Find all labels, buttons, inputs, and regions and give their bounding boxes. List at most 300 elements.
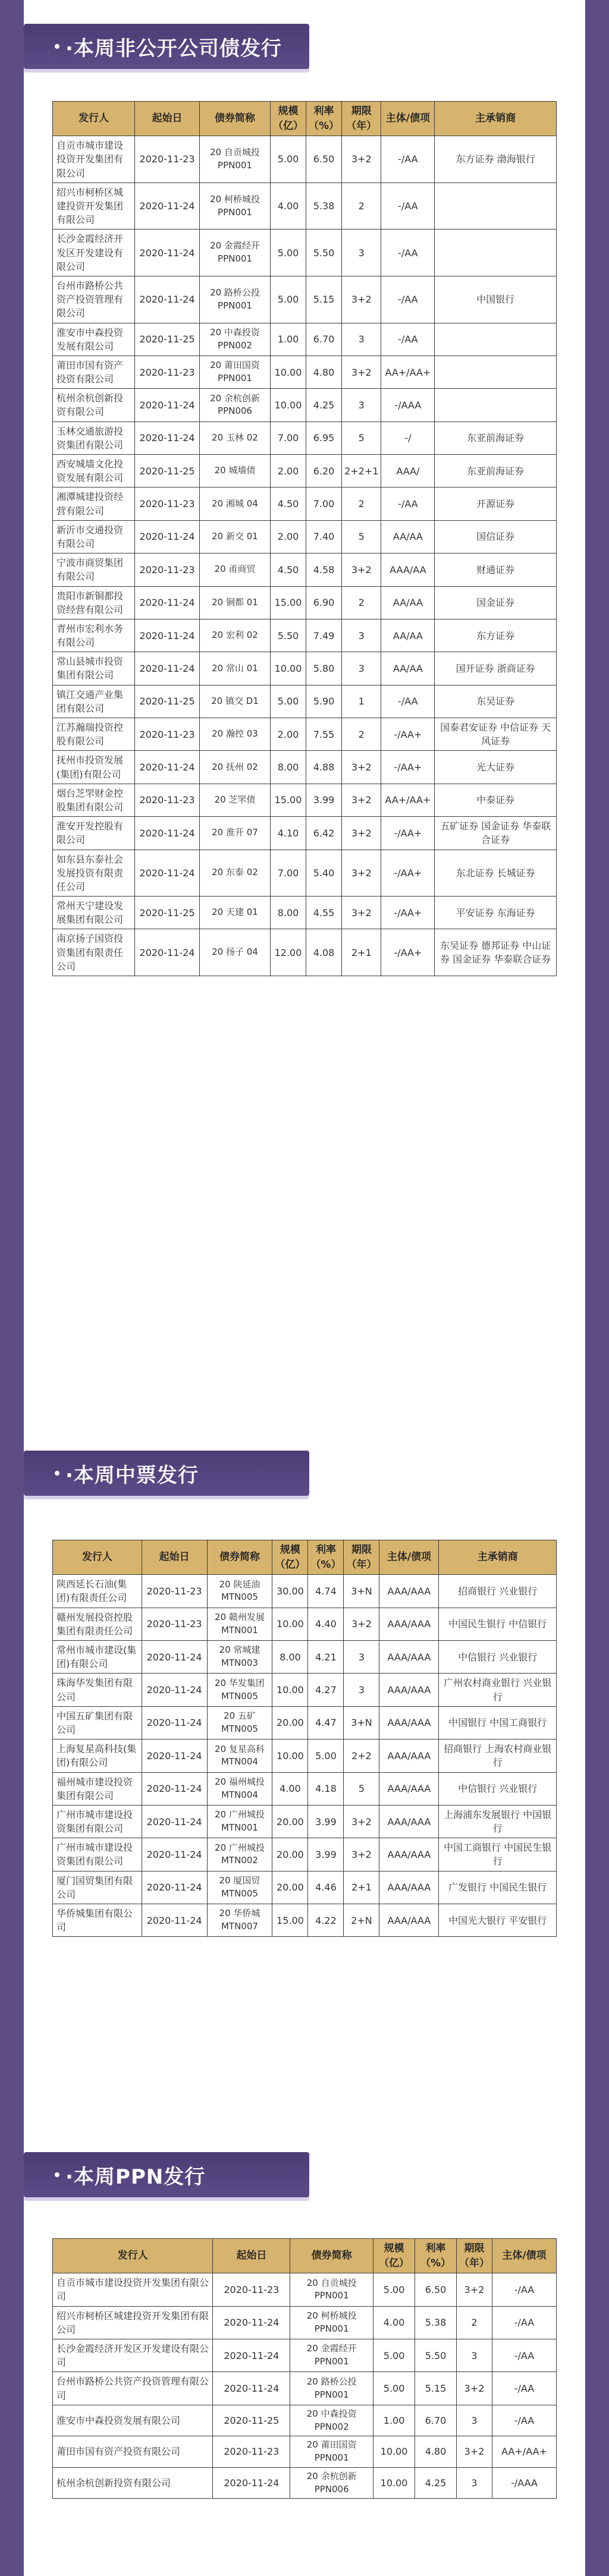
table-cell: 2020-11-23 xyxy=(135,356,200,388)
table-cell: 中信银行 兴业银行 xyxy=(439,1641,557,1674)
table-cell: 长沙金霞经济开发区开发建设有限公司 xyxy=(53,2339,213,2372)
table-cell: 福州城市建设投资集团有限公司 xyxy=(53,1772,142,1805)
table-cell: 4.21 xyxy=(308,1641,344,1674)
table-cell: 20 华侨城 MTN007 xyxy=(207,1904,272,1937)
table-cell: 10.00 xyxy=(272,1674,308,1706)
table-cell: 常州天宁建设发展集团有限公司 xyxy=(53,897,135,929)
table-row xyxy=(53,2405,557,2436)
table-cell: 常山县城市投资集团有限公司 xyxy=(53,652,135,685)
table-cell: 西安城墙文化投资发展有限公司 xyxy=(53,455,135,487)
table-cell: 抚州市投资发展(集团)有限公司 xyxy=(53,751,135,784)
table-cell: 20 湘城 04 xyxy=(200,487,271,520)
table-cell: 10.00 xyxy=(272,1608,308,1640)
table-cell: 2 xyxy=(342,487,381,520)
table-cell: 镇江交通产业集团有限公司 xyxy=(53,685,135,718)
table-cell: 东北证券 长城证券 xyxy=(435,850,557,897)
table-cell: AAA/AAA xyxy=(379,1674,439,1706)
table-cell: AA/AA xyxy=(381,619,435,652)
table-cell: 4.25 xyxy=(415,2467,457,2499)
table-cell: 5.50 xyxy=(271,619,306,652)
table-row xyxy=(53,1706,557,1739)
table-cell: 7.55 xyxy=(306,718,342,751)
table-cell: 2020-11-24 xyxy=(142,1805,207,1838)
table-row xyxy=(53,1904,557,1937)
table-cell: 3+2 xyxy=(342,136,381,183)
table-cell: 12.00 xyxy=(271,929,306,976)
table-cell: -/AA xyxy=(492,2339,557,2372)
table-cell: 珠海华发集团有限公司 xyxy=(53,1674,142,1706)
table-cell: 3+2 xyxy=(457,2436,492,2468)
table-cell: 国金证券 xyxy=(435,586,557,619)
table-cell: 2020-11-24 xyxy=(213,2339,290,2372)
table-cell: -/AA xyxy=(381,183,435,229)
table-cell: 20.00 xyxy=(272,1805,308,1838)
table-cell: 3+N xyxy=(344,1706,379,1739)
table-cell: -/AA+ xyxy=(381,817,435,850)
table-cell: 2+2 xyxy=(344,1740,379,1772)
table-cell: 2020-11-23 xyxy=(135,136,200,183)
table-cell: 厦门国贸集团有限公司 xyxy=(53,1871,142,1904)
table-cell: 东吴证券 德邦证券 中山证券 国金证券 华泰联合证券 xyxy=(435,929,557,976)
table-cell: -/AAA xyxy=(492,2467,557,2499)
table-cell: 上海复星高科技(集团)有限公司 xyxy=(53,1740,142,1772)
table-cell: 2020-11-24 xyxy=(135,520,200,553)
column-header: 主体/债项 xyxy=(381,102,435,136)
table-cell: 3+2 xyxy=(342,553,381,586)
table-cell: 2 xyxy=(457,2306,492,2339)
table-cell: 4.27 xyxy=(308,1674,344,1706)
column-header: 主承销商 xyxy=(435,102,557,136)
table-cell: 江苏瀚瑞投资控股有限公司 xyxy=(53,718,135,751)
table-row xyxy=(53,2273,557,2306)
table-cell: 中国工商银行 中国民生银行 xyxy=(439,1838,557,1871)
table-cell: 长沙金霞经济开发区开发建设有限公司 xyxy=(53,229,135,276)
table-cell: 4.10 xyxy=(271,817,306,850)
table-cell: 15.00 xyxy=(271,586,306,619)
table-cell: AAA/AAA xyxy=(379,1772,439,1805)
table-row xyxy=(53,2339,557,2372)
table-row xyxy=(53,136,557,183)
table-cell: 2020-11-24 xyxy=(142,1706,207,1739)
column-header: 主体/债项 xyxy=(379,1540,439,1575)
table-cell: 6.70 xyxy=(415,2405,457,2436)
section-title-bar xyxy=(24,24,309,69)
table-cell: 3 xyxy=(457,2339,492,2372)
table-cell: 3+N xyxy=(344,1575,379,1608)
table-cell: 国泰君安证券 中信证券 天风证券 xyxy=(435,718,557,751)
table-row xyxy=(53,1674,557,1706)
table-cell: 广州市城市建设投资集团有限公司 xyxy=(53,1805,142,1838)
table-cell: 东亚前海证券 xyxy=(435,422,557,454)
column-header: 债券简称 xyxy=(207,1540,272,1575)
table-cell: 3 xyxy=(342,389,381,422)
table-cell: -/AA+ xyxy=(381,929,435,976)
column-header: 主承销商 xyxy=(439,1540,557,1575)
table-cell: -/ xyxy=(381,422,435,454)
table-cell: 4.46 xyxy=(308,1871,344,1904)
table-cell: 3+2 xyxy=(342,897,381,929)
table-row xyxy=(53,276,557,323)
table-cell: 4.88 xyxy=(306,751,342,784)
table-cell: 20 福州城投 MTN004 xyxy=(207,1772,272,1805)
table-cell: AA/AA xyxy=(381,520,435,553)
table-cell: 20 瀚控 03 xyxy=(200,718,271,751)
table-cell: 2020-11-24 xyxy=(135,276,200,323)
table-cell: 烟台芝罘财金控股集团有限公司 xyxy=(53,784,135,816)
bullet-dot-icon xyxy=(55,2172,59,2177)
table-cell: 3 xyxy=(342,323,381,356)
table-cell: 莆田市国有资产投资有限公司 xyxy=(53,356,135,388)
table-cell: 湘潭城建投资经营有限公司 xyxy=(53,487,135,520)
table-cell: 平安证券 东海证券 xyxy=(435,897,557,929)
table-row xyxy=(53,2436,557,2468)
table-cell: 2020-11-23 xyxy=(142,1575,207,1608)
table-row xyxy=(53,817,557,850)
section-title: ·本周PPN发行 xyxy=(65,2165,206,2189)
table-cell: 杭州余杭创新投资有限公司 xyxy=(53,2467,213,2499)
table-cell: 贵阳市新铜都投资经营有限公司 xyxy=(53,586,135,619)
table-row xyxy=(53,2306,557,2339)
table-cell: 15.00 xyxy=(271,784,306,816)
table-cell: 4.50 xyxy=(271,487,306,520)
table-cell: 2020-11-23 xyxy=(135,718,200,751)
table-row xyxy=(53,1575,557,1608)
table-cell: AA/AA xyxy=(381,652,435,685)
table-row xyxy=(53,619,557,652)
table-row xyxy=(53,1871,557,1904)
table-cell: 1 xyxy=(342,685,381,718)
table-row xyxy=(53,2372,557,2405)
table-cell: 8.00 xyxy=(271,751,306,784)
column-header: 期限（年） xyxy=(344,1540,379,1575)
table-cell: 淮安市中森投资发展有限公司 xyxy=(53,2405,213,2436)
table-cell xyxy=(435,183,557,229)
table-cell: 2020-11-24 xyxy=(135,422,200,454)
table-cell: 华侨城集团有限公司 xyxy=(53,1904,142,1937)
table-cell: 20 中森投资 PPN002 xyxy=(290,2405,373,2436)
table-cell: 2020-11-24 xyxy=(135,183,200,229)
table-cell: 淮安开发控股有限公司 xyxy=(53,817,135,850)
table-cell: 10.00 xyxy=(272,1740,308,1772)
table-cell: AAA/AAA xyxy=(379,1575,439,1608)
table-row xyxy=(53,897,557,929)
table-cell: 5 xyxy=(342,520,381,553)
table-cell: 20 路桥公投 PPN001 xyxy=(200,276,271,323)
table-cell: AAA/AAA xyxy=(379,1871,439,1904)
table-cell: 10.00 xyxy=(373,2436,415,2468)
table-cell: 4.00 xyxy=(272,1772,308,1805)
table-cell: -/AA+ xyxy=(381,718,435,751)
table-cell: 5.15 xyxy=(306,276,342,323)
table-cell: 20 自贡城投 PPN001 xyxy=(290,2273,373,2306)
table-cell: 7.40 xyxy=(306,520,342,553)
table-cell: 莆田市国有资产投资有限公司 xyxy=(53,2436,213,2468)
table-cell: 2020-11-24 xyxy=(135,850,200,897)
table-cell: 20 余杭创新 PPN006 xyxy=(200,389,271,422)
table-cell: 20 芝罘债 xyxy=(200,784,271,816)
table-cell: AAA/AA xyxy=(381,553,435,586)
table-cell: 2 xyxy=(342,586,381,619)
table-row xyxy=(53,356,557,388)
column-header: 期限（年） xyxy=(457,2239,492,2273)
table-cell: -/AA+ xyxy=(381,897,435,929)
table-cell: 1.00 xyxy=(373,2405,415,2436)
mtn-table xyxy=(52,1540,557,1937)
table-cell: 4.47 xyxy=(308,1706,344,1739)
column-header: 起始日 xyxy=(135,102,200,136)
table-cell: 4.50 xyxy=(271,553,306,586)
table-cell: -/AA xyxy=(381,487,435,520)
table-cell: 5.38 xyxy=(415,2306,457,2339)
table-cell: 3+2 xyxy=(342,784,381,816)
table-cell: 20 常山 01 xyxy=(200,652,271,685)
section-ppn xyxy=(24,2152,585,2197)
table-cell: AA+/AA+ xyxy=(381,356,435,388)
table-cell: 20 金霞经开 PPN001 xyxy=(200,229,271,276)
table-row xyxy=(53,229,557,276)
table-cell: 自贡市城市建设投资开发集团有限公司 xyxy=(53,136,135,183)
table-cell: 4.22 xyxy=(308,1904,344,1937)
table-cell: 5.00 xyxy=(308,1740,344,1772)
table-cell: 广发银行 中国民生银行 xyxy=(439,1871,557,1904)
table-row xyxy=(53,929,557,976)
table-cell: 2020-11-23 xyxy=(135,553,200,586)
table-cell xyxy=(435,389,557,422)
table-cell: 财通证券 xyxy=(435,553,557,586)
table-cell: 上海浦东发展银行 中国银行 xyxy=(439,1805,557,1838)
table-row xyxy=(53,389,557,422)
table-cell: 6.50 xyxy=(306,136,342,183)
table-cell: 2020-11-24 xyxy=(135,389,200,422)
table-cell: 10.00 xyxy=(271,652,306,685)
table-header-row xyxy=(53,102,557,136)
table-cell: 7.00 xyxy=(306,487,342,520)
table-cell: 20 城墙债 xyxy=(200,455,271,487)
table-cell xyxy=(435,229,557,276)
table-cell: 20 中森投资 PPN002 xyxy=(200,323,271,356)
table-cell: 1.00 xyxy=(271,323,306,356)
table-cell: 3.99 xyxy=(308,1838,344,1871)
table-cell: 2020-11-24 xyxy=(142,1674,207,1706)
table-cell: 2020-11-23 xyxy=(142,1608,207,1640)
table-cell: 2020-11-25 xyxy=(135,897,200,929)
section-title-bar xyxy=(24,2152,309,2197)
table-cell: 3+2 xyxy=(457,2372,492,2405)
table-cell: -/AA xyxy=(492,2405,557,2436)
table-cell: 20 柯桥城投 PPN001 xyxy=(290,2306,373,2339)
table-cell: 5.00 xyxy=(271,136,306,183)
table-cell: 30.00 xyxy=(272,1575,308,1608)
table-cell: 2020-11-25 xyxy=(213,2405,290,2436)
table-cell: 中国民生银行 中信银行 xyxy=(439,1608,557,1640)
table-cell: 常州市城市建设(集团)有限公司 xyxy=(53,1641,142,1674)
table-row xyxy=(53,2467,557,2499)
table-cell: 20 新交 01 xyxy=(200,520,271,553)
table-cell: AAA/AAA xyxy=(379,1706,439,1739)
table-cell: 20 镇交 D1 xyxy=(200,685,271,718)
table-cell: 自贡市城市建设投资开发集团有限公司 xyxy=(53,2273,213,2306)
table-cell: 5.00 xyxy=(271,229,306,276)
table-cell: 2+2+1 xyxy=(342,455,381,487)
table-cell: 20 淮开 07 xyxy=(200,817,271,850)
column-header: 规模（亿） xyxy=(272,1540,308,1575)
table-cell: 20 甬商贸 xyxy=(200,553,271,586)
table-cell: 4.00 xyxy=(271,183,306,229)
table-row xyxy=(53,652,557,685)
table-cell: 2020-11-24 xyxy=(135,751,200,784)
table-cell: 3 xyxy=(342,229,381,276)
table-cell: 3+2 xyxy=(344,1838,379,1871)
table-cell: 6.90 xyxy=(306,586,342,619)
table-row xyxy=(53,520,557,553)
table-row xyxy=(53,422,557,454)
table-cell: 中国银行 中国工商银行 xyxy=(439,1706,557,1739)
table-row xyxy=(53,586,557,619)
table-cell: AA+/AA+ xyxy=(381,784,435,816)
table-row xyxy=(53,850,557,897)
column-header: 利率（%） xyxy=(308,1540,344,1575)
table-cell: 2020-11-24 xyxy=(135,586,200,619)
table-cell: 3+2 xyxy=(342,817,381,850)
table-cell: 20.00 xyxy=(272,1706,308,1739)
table-header-row xyxy=(53,2239,557,2273)
table-cell: 5.80 xyxy=(306,652,342,685)
table-cell: 开源证券 xyxy=(435,487,557,520)
table-cell: 宁波市商贸集团有限公司 xyxy=(53,553,135,586)
table-header-row xyxy=(53,1540,557,1575)
table-cell: 绍兴市柯桥区城建投资开发集团有限公司 xyxy=(53,2306,213,2339)
table-cell: 20 天建 01 xyxy=(200,897,271,929)
table-cell: 5.15 xyxy=(415,2372,457,2405)
table-cell: 4.18 xyxy=(308,1772,344,1805)
table-cell: 8.00 xyxy=(272,1641,308,1674)
table-cell: 3 xyxy=(342,652,381,685)
table-cell: AA/AA xyxy=(381,586,435,619)
table-row xyxy=(53,1740,557,1772)
table-cell: 20 自贡城投 PPN001 xyxy=(200,136,271,183)
table-cell: 2020-11-24 xyxy=(135,929,200,976)
table-cell: AAA/AAA xyxy=(379,1608,439,1640)
table-cell: 4.25 xyxy=(306,389,342,422)
table-cell: 8.00 xyxy=(271,897,306,929)
table-cell: 20 铜都 01 xyxy=(200,586,271,619)
table-row xyxy=(53,1805,557,1838)
table-cell: 南京扬子国资投资集团有限责任公司 xyxy=(53,929,135,976)
table-cell: -/AA xyxy=(381,685,435,718)
table-cell: 5.50 xyxy=(415,2339,457,2372)
table-cell: -/AA xyxy=(492,2372,557,2405)
table-cell: 2020-11-24 xyxy=(213,2467,290,2499)
column-header: 规模（亿） xyxy=(373,2239,415,2273)
table-cell: 2.00 xyxy=(271,455,306,487)
table-cell: 绍兴市柯桥区城建投资开发集团有限公司 xyxy=(53,183,135,229)
table-cell: 2 xyxy=(342,183,381,229)
table-cell: 3+2 xyxy=(457,2273,492,2306)
table-cell: 4.80 xyxy=(415,2436,457,2468)
table-cell: 20 常城建 MTN003 xyxy=(207,1641,272,1674)
table-cell: -/AA xyxy=(381,229,435,276)
table-cell: 3 xyxy=(344,1641,379,1674)
table-cell: 6.42 xyxy=(306,817,342,850)
table-cell: AAA/AAA xyxy=(379,1805,439,1838)
table-cell: 3+2 xyxy=(342,356,381,388)
table-row xyxy=(53,323,557,356)
table-cell: 东方证券 渤海银行 xyxy=(435,136,557,183)
table-cell: 4.80 xyxy=(306,356,342,388)
table-cell: 中国光大银行 平安银行 xyxy=(439,1904,557,1937)
table-cell: 2+1 xyxy=(342,929,381,976)
table-cell: 台州市路桥公共资产投资管理有限公司 xyxy=(53,276,135,323)
table-cell: 20 陕延油 MTN005 xyxy=(207,1575,272,1608)
table-cell: 20 华发集团 MTN005 xyxy=(207,1674,272,1706)
table-cell: 2020-11-24 xyxy=(135,652,200,685)
table-cell xyxy=(435,356,557,388)
table-cell: -/AA xyxy=(381,323,435,356)
table-cell: 淮安市中森投资发展有限公司 xyxy=(53,323,135,356)
table-row xyxy=(53,455,557,487)
section-mtn xyxy=(24,1451,585,1496)
table-cell: 2+1 xyxy=(344,1871,379,1904)
table-cell: 3+2 xyxy=(342,276,381,323)
table-cell: AAA/AAA xyxy=(379,1838,439,1871)
table-cell: 2020-11-25 xyxy=(135,323,200,356)
table-cell: 7.49 xyxy=(306,619,342,652)
table-cell: 国开证券 浙商证券 xyxy=(435,652,557,685)
table-cell: 5.00 xyxy=(271,685,306,718)
table-cell: -/AA+ xyxy=(381,850,435,897)
table-cell: 20 宏利 02 xyxy=(200,619,271,652)
table-cell: 2020-11-24 xyxy=(135,619,200,652)
table-cell: 3 xyxy=(342,619,381,652)
table-cell: 中信银行 兴业银行 xyxy=(439,1772,557,1805)
table-cell: 青州市宏利水务有限公司 xyxy=(53,619,135,652)
table-cell: 20.00 xyxy=(272,1838,308,1871)
table-cell: AA+/AA+ xyxy=(492,2436,557,2468)
table-cell: 5 xyxy=(342,422,381,454)
table-cell: 2020-11-23 xyxy=(213,2436,290,2468)
table-cell: 中泰证券 xyxy=(435,784,557,816)
table-cell: 新沂市交通投资有限公司 xyxy=(53,520,135,553)
section-title: ·本周中票发行 xyxy=(65,1463,199,1487)
table-cell: 3 xyxy=(344,1674,379,1706)
bullet-dot-icon xyxy=(55,44,59,49)
table-cell: 20.00 xyxy=(272,1871,308,1904)
section-title: ·本周非公开公司债发行 xyxy=(65,36,282,61)
table-cell: 6.70 xyxy=(306,323,342,356)
table-cell: -/AA xyxy=(381,276,435,323)
table-cell: 5.50 xyxy=(306,229,342,276)
table-cell: 2020-11-23 xyxy=(213,2273,290,2306)
column-header: 发行人 xyxy=(53,1540,142,1575)
table-cell: 赣州发展投资控股集团有限责任公司 xyxy=(53,1608,142,1640)
table-cell: 20 金霞经开 PPN001 xyxy=(290,2339,373,2372)
column-header: 规模（亿） xyxy=(271,102,306,136)
table-cell: 中国五矿集团有限公司 xyxy=(53,1706,142,1739)
table-cell: 国信证券 xyxy=(435,520,557,553)
section-title-bar xyxy=(24,1451,309,1496)
table-row xyxy=(53,1838,557,1871)
table-cell: 5 xyxy=(344,1772,379,1805)
table-cell: 10.00 xyxy=(271,356,306,388)
table-cell: 20 广州城投 MTN002 xyxy=(207,1838,272,1871)
column-header: 主体/债项 xyxy=(492,2239,557,2273)
table-cell: 20 复星高科 MTN004 xyxy=(207,1740,272,1772)
table-cell: 2020-11-24 xyxy=(135,229,200,276)
table-row xyxy=(53,1772,557,1805)
table-cell: 3.99 xyxy=(308,1805,344,1838)
table-cell: 2020-11-24 xyxy=(142,1772,207,1805)
table-row xyxy=(53,553,557,586)
